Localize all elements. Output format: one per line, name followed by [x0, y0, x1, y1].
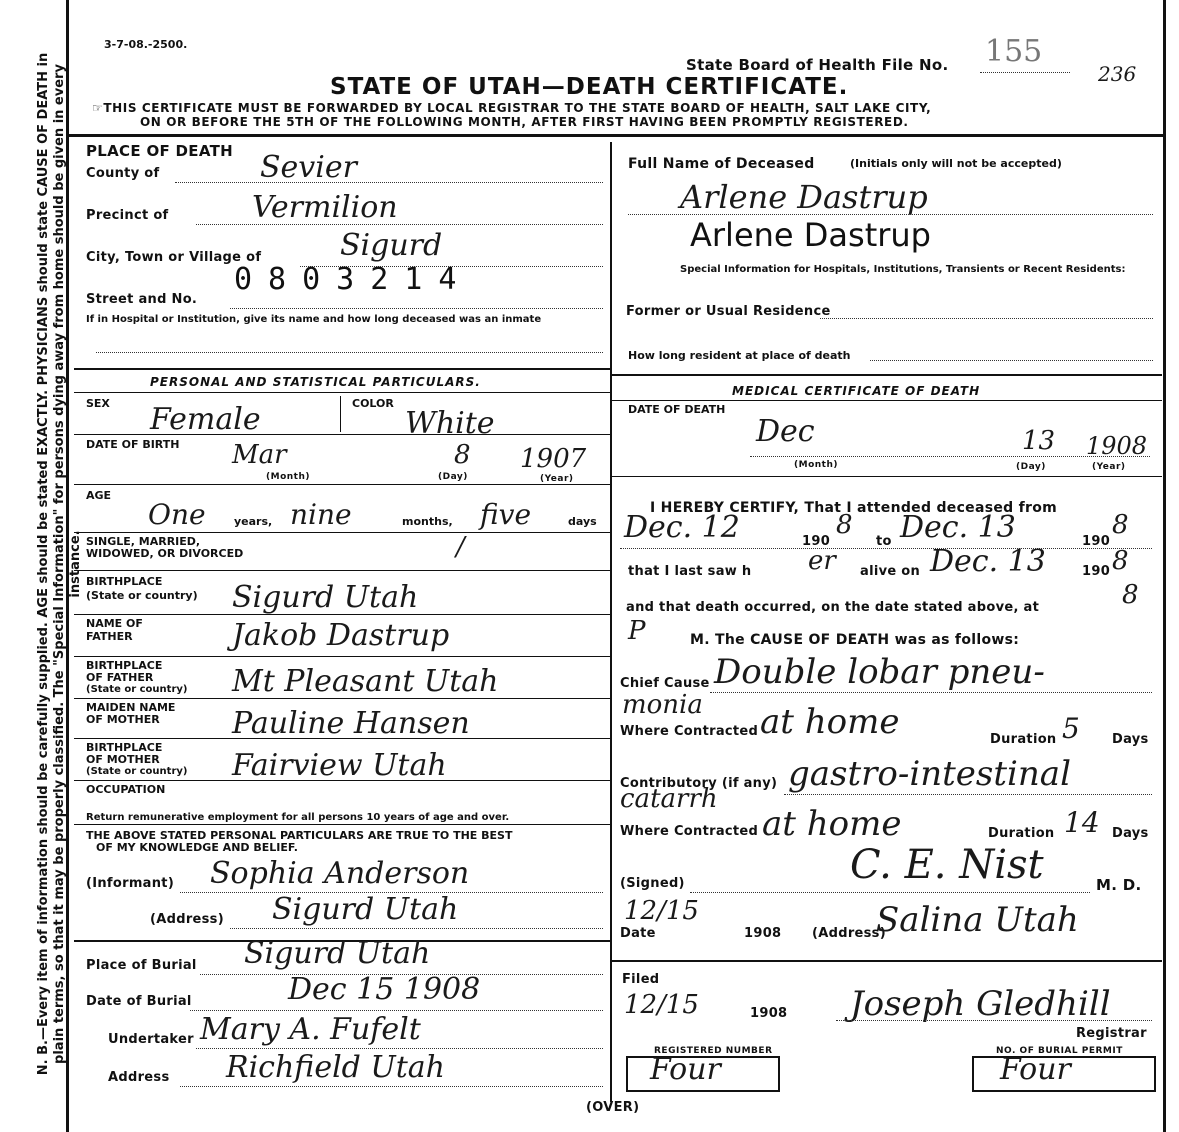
filed-date: 12/15 — [624, 990, 699, 1020]
dod-month-caption: (Month) — [794, 460, 838, 470]
dod-day-caption: (Day) — [1016, 462, 1046, 472]
occupation-label: OCCUPATION — [86, 783, 166, 796]
dob-year: 1907 — [520, 444, 587, 474]
chief-cause-2: monia — [622, 690, 703, 720]
special-info-label: Special Information for Hospitals, Institutions, Transients or Recent Residents: — [680, 264, 1126, 275]
alive-text: alive on — [860, 564, 921, 579]
last-saw-year: 8 — [1112, 546, 1129, 576]
registrar-signature: Joseph Gledhill — [850, 984, 1111, 1024]
physician-address-value: Salina Utah — [876, 900, 1079, 940]
undertaker-address-label: Address — [108, 1070, 170, 1085]
age-days: five — [480, 498, 532, 531]
physician-address-label: (Address) — [812, 926, 886, 941]
dob-label: DATE OF BIRTH — [86, 438, 180, 451]
age-years: One — [148, 498, 206, 531]
sign-year: 1908 — [744, 926, 782, 941]
last-saw-text: that I last saw h — [628, 564, 752, 579]
to-190: 190 — [1082, 534, 1111, 549]
county-value: Sevier — [260, 150, 357, 185]
informant-value: Sophia Anderson — [210, 856, 470, 891]
true-statement-2: OF MY KNOWLEDGE AND BELIEF. — [96, 841, 298, 854]
chief-cause-1: Double lobar pneu- — [714, 652, 1045, 692]
precinct-label: Precinct of — [86, 208, 169, 223]
father-birthplace-value: Mt Pleasant Utah — [232, 664, 499, 699]
date-of-death-label: DATE OF DEATH — [628, 403, 726, 416]
chief-cause-label: Chief Cause — [620, 676, 710, 691]
informant-address-label: (Address) — [150, 912, 224, 927]
undertaker-label: Undertaker — [108, 1032, 194, 1047]
deceased-name-note: (Initials only will not be accepted) — [850, 157, 1062, 170]
attended-from-date: Dec. 12 — [624, 510, 740, 545]
days-label-2: Days — [1112, 826, 1149, 841]
father-bp-label-3: (State or country) — [86, 684, 188, 695]
age-months: nine — [290, 498, 352, 531]
to-word: to — [876, 534, 892, 549]
dod-year-caption: (Year) — [1092, 462, 1126, 472]
sex-value: Female — [150, 402, 261, 437]
death-hour: 8 — [1122, 580, 1139, 610]
dod-month: Dec — [756, 414, 815, 449]
place-of-death-heading: PLACE OF DEATH — [86, 142, 233, 160]
street-label: Street and No. — [86, 292, 198, 307]
resident-label: How long resident at place of death — [628, 349, 851, 362]
form-code: 3-7-08.-2500. — [104, 38, 188, 51]
true-statement-1: THE ABOVE STATED PERSONAL PARTICULARS ARE TRUE TO THE BEST — [86, 829, 513, 842]
mother-bp-label-1: BIRTHPLACE — [86, 741, 163, 754]
personal-heading: PERSONAL AND STATISTICAL PARTICULARS. — [150, 375, 481, 389]
cause-text: M. The CAUSE OF DEATH was as follows: — [690, 632, 1020, 648]
burial-date-label: Date of Burial — [86, 994, 192, 1009]
burial-permit-label: NO. OF BURIAL PERMIT — [996, 1046, 1123, 1056]
burial-place-label: Place of Burial — [86, 958, 197, 973]
color-label: COLOR — [352, 397, 394, 410]
deceased-name-script: Arlene Dastrup — [680, 178, 928, 216]
physician-signature: C. E. Nist — [850, 842, 1044, 888]
where-contracted-1: at home — [760, 702, 900, 742]
date-label: Date — [620, 926, 656, 941]
filed-label: Filed — [622, 972, 660, 987]
where-contracted-label-1: Where Contracted — [620, 724, 759, 739]
last-saw-190: 190 — [1082, 564, 1111, 579]
instruction-line-2: ON OR BEFORE THE 5TH OF THE FOLLOWING MONTH, AFTER FIRST HAVING BEEN PROMPTLY REGISTERED. — [140, 115, 909, 129]
last-saw-date: Dec. 13 — [930, 544, 1046, 579]
months-word: months, — [402, 515, 453, 528]
informant-label: (Informant) — [86, 876, 175, 891]
where-contracted-2: at home — [762, 804, 902, 844]
precinct-value: Vermilion — [252, 190, 398, 225]
marital-label-2: WIDOWED, OR DIVORCED — [86, 547, 244, 560]
mother-birthplace-value: Fairview Utah — [232, 748, 447, 783]
over-label: (OVER) — [586, 1100, 640, 1115]
birthplace-label-2: (State or country) — [86, 589, 198, 602]
medical-heading: MEDICAL CERTIFICATE OF DEATH — [732, 384, 981, 398]
sign-date: 12/15 — [624, 896, 699, 926]
days-label-1: Days — [1112, 732, 1149, 747]
pronoun: er — [808, 546, 836, 576]
from-190: 190 — [802, 534, 831, 549]
mother-value: Pauline Hansen — [232, 706, 470, 741]
contributory-1: gastro-intestinal — [788, 754, 1071, 794]
mother-bp-label-3: (State or country) — [86, 766, 188, 777]
attended-to-year: 8 — [1112, 510, 1129, 540]
duration-2: 14 — [1064, 806, 1100, 839]
dob-day-caption: (Day) — [438, 472, 468, 482]
years-word: years, — [234, 515, 273, 528]
deceased-name-label: Full Name of Deceased — [628, 156, 815, 172]
undertaker-value: Mary A. Fufelt — [200, 1012, 421, 1047]
county-label: County of — [86, 166, 160, 181]
mother-label-2: OF MOTHER — [86, 713, 160, 726]
color-value: White — [405, 406, 495, 441]
duration-1: 5 — [1062, 712, 1080, 745]
registrar-label: Registrar — [1076, 1026, 1147, 1041]
informant-address-value: Sigurd Utah — [272, 892, 459, 927]
hospital-label: If in Hospital or Institution, give its name and how long deceased was an inmate — [86, 314, 542, 325]
where-contracted-label-2: Where Contracted — [620, 824, 759, 839]
deceased-name-print: Arlene Dastrup — [690, 216, 931, 254]
stamp-number: 0803214 — [234, 262, 473, 297]
dod-day: 13 — [1022, 426, 1056, 456]
contributory-2: catarrh — [620, 784, 718, 814]
dob-month: Mar — [232, 440, 287, 470]
father-value: Jakob Dastrup — [232, 618, 450, 653]
burial-place-value: Sigurd Utah — [244, 936, 431, 971]
city-value: Sigurd — [340, 228, 443, 263]
age-label: AGE — [86, 489, 112, 502]
page-title: STATE OF UTAH—DEATH CERTIFICATE. — [330, 74, 849, 100]
attended-from-year: 8 — [836, 510, 853, 540]
death-ampm: P — [628, 616, 646, 646]
dod-year: 1908 — [1086, 432, 1148, 460]
father-label-1: NAME OF — [86, 617, 143, 630]
occupation-note: Return remunerative employment for all persons 10 years of age and over. — [86, 812, 510, 823]
duration-label-2: Duration — [988, 826, 1055, 841]
registered-number-label: REGISTERED NUMBER — [654, 1046, 773, 1056]
birthplace-label-1: BIRTHPLACE — [86, 575, 163, 588]
city-label: City, Town or Village of — [86, 250, 262, 265]
burial-date-value: Dec 15 1908 — [288, 972, 481, 1007]
mother-label-1: MAIDEN NAME — [86, 701, 176, 714]
days-word: days — [568, 515, 597, 528]
registered-number-value: Four — [650, 1052, 721, 1087]
dob-day: 8 — [454, 440, 471, 470]
filed-year: 1908 — [750, 1006, 788, 1021]
father-bp-label-2: OF FATHER — [86, 671, 154, 684]
duration-label-1: Duration — [990, 732, 1057, 747]
sex-label: SEX — [86, 397, 110, 410]
attended-to-date: Dec. 13 — [900, 510, 1016, 545]
file-label: State Board of Health File No. — [686, 56, 949, 74]
file-number: 155 — [985, 34, 1043, 69]
signed-label: (Signed) — [620, 876, 685, 891]
marital-label-1: SINGLE, MARRIED, — [86, 535, 201, 548]
burial-permit-value: Four — [1000, 1052, 1071, 1087]
marital-value: / — [456, 532, 465, 562]
instruction-line-1: ☞THIS CERTIFICATE MUST BE FORWARDED BY LOCAL REGISTRAR TO THE STATE BOARD OF HEALTH, SALT LAKE CITY, — [92, 101, 932, 115]
file-number-2: 236 — [1098, 62, 1137, 86]
father-label-2: FATHER — [86, 630, 133, 643]
certify-text: I HEREBY CERTIFY, That I attended deceased from — [650, 500, 1058, 516]
undertaker-address-value: Richfield Utah — [226, 1050, 445, 1085]
residence-label: Former or Usual Residence — [626, 304, 831, 319]
father-bp-label-1: BIRTHPLACE — [86, 659, 163, 672]
side-note: N. B.—Every item of information should be carefully supplied. AGE should be stated EXACTLY. PHYSICIANS should state CAUSE OF DEATH in plain terms, so that it may be properly classified. The "Special Information" for persons dying away from home should be given in every instance. — [36, 52, 83, 1076]
mother-bp-label-2: OF MOTHER — [86, 753, 160, 766]
md-label: M. D. — [1096, 876, 1142, 894]
dob-year-caption: (Year) — [540, 474, 574, 484]
birthplace-value: Sigurd Utah — [232, 580, 419, 615]
dob-month-caption: (Month) — [266, 472, 310, 482]
contributory-label: Contributory (if any) — [620, 776, 778, 791]
occurred-text: and that death occurred, on the date stated above, at — [626, 600, 1040, 615]
